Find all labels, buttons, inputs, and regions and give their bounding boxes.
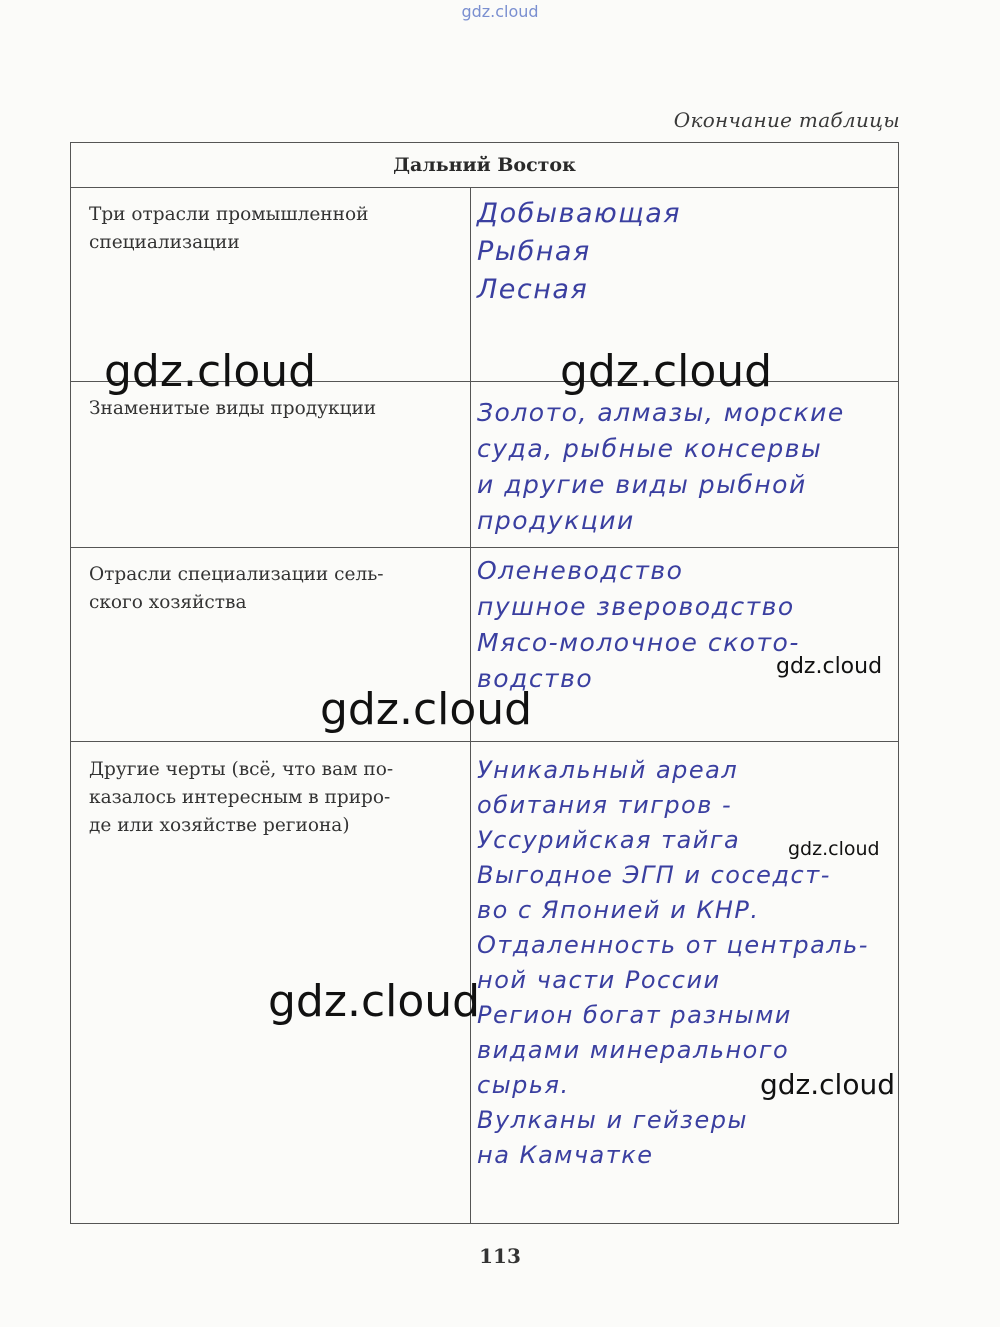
answer-line: Вулканы и гейзеры: [477, 1106, 748, 1134]
answer-line: Уникальный ареал: [477, 756, 739, 784]
watermark: gdz.cloud: [320, 684, 533, 735]
answer-line: продукции: [477, 506, 635, 535]
answer-line: Уссурийская тайга: [477, 826, 741, 854]
answer-line: видами минерального: [477, 1036, 790, 1064]
question-line: Три отрасли промышленной: [89, 204, 369, 225]
watermark: gdz.cloud: [760, 1068, 895, 1101]
row-2-answer: [477, 395, 897, 539]
question-line: казалось интересным в приро-: [89, 787, 391, 808]
answer-line: на Камчатке: [477, 1141, 654, 1169]
row-3-question: [89, 561, 444, 617]
answer-line: Отдаленность от централь-: [477, 931, 869, 959]
question-line: де или хозяйстве региона): [89, 815, 350, 836]
watermark: gdz.cloud: [104, 346, 317, 397]
watermark: gdz.cloud: [560, 346, 773, 397]
answer-line: Выгодное ЭГП и соседст-: [477, 861, 831, 889]
page-number: 113: [479, 1244, 521, 1268]
watermark: gdz.cloud: [268, 976, 481, 1027]
row-4-answer: [477, 753, 897, 1173]
answer-line: пушное звероводство: [477, 592, 795, 621]
table-caption: Окончание таблицы: [673, 108, 900, 132]
answer-line: Золото, алмазы, морские: [477, 398, 845, 427]
question-line: ского хозяйства: [89, 592, 247, 613]
answer-line: Мясо-молочное ското-: [477, 628, 800, 657]
answer-line: суда, рыбные консервы: [477, 434, 823, 463]
row-1-question: [89, 201, 444, 257]
answer-line: Добывающая: [477, 198, 681, 229]
answer-line: Рыбная: [477, 236, 591, 267]
question-line: Знаменитые виды продукции: [89, 398, 377, 419]
row-1-answer: [477, 195, 897, 309]
answer-line: сырья.: [477, 1071, 570, 1099]
question-line: Отрасли специализации сель-: [89, 564, 384, 585]
row-4-question: [89, 756, 444, 840]
row-divider: [71, 741, 898, 742]
specialization-table: [70, 142, 899, 1224]
question-line: Другие черты (всё, что вам по-: [89, 759, 394, 780]
answer-line: Регион богат разными: [477, 1001, 792, 1029]
answer-line: Лесная: [477, 274, 589, 305]
answer-line: обитания тигров -: [477, 791, 733, 819]
row-divider: [71, 547, 898, 548]
answer-line: Оленеводство: [477, 556, 684, 585]
top-watermark: gdz.cloud: [461, 2, 539, 21]
answer-line: водство: [477, 664, 594, 693]
row-2-question: [89, 395, 444, 423]
watermark: gdz.cloud: [788, 838, 880, 860]
answer-line: ной части России: [477, 966, 721, 994]
question-line: специализации: [89, 232, 240, 253]
table-header: Дальний Восток: [71, 143, 898, 188]
watermark: gdz.cloud: [776, 654, 883, 679]
answer-line: во с Японией и КНР.: [477, 896, 760, 924]
answer-line: и другие виды рыбной: [477, 470, 807, 499]
